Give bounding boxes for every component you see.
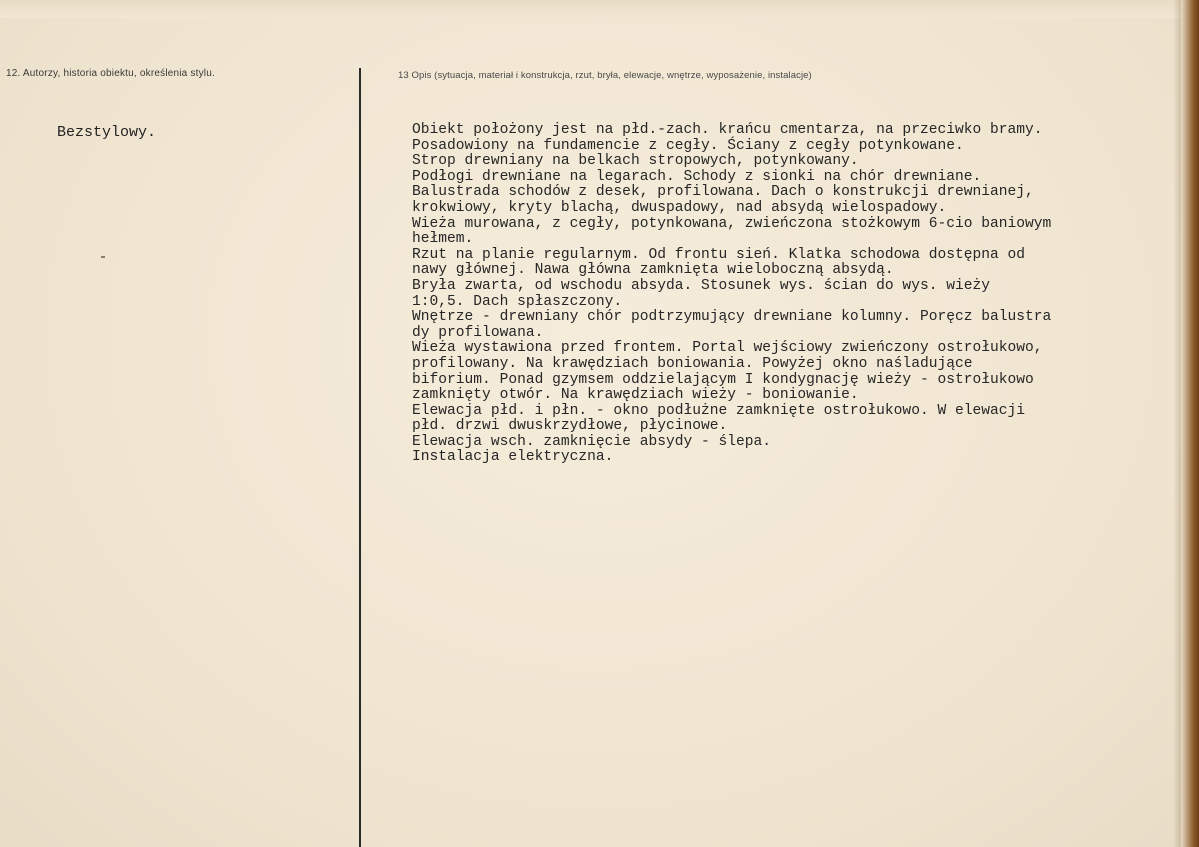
- column-divider: [359, 68, 361, 847]
- section-13-heading: 13 Opis (sytuacja, materiał i konstrukcja, rzut, bryła, elewacje, wnętrze, wyposażenie, instalacje): [398, 70, 812, 81]
- section-12-heading: 12. Autorzy, historia obiektu, określenia stylu.: [6, 68, 215, 79]
- description-line: Obiekt położony jest na płd.-zach. krańcu cmentarza, na przeciwko bramy.: [412, 122, 1043, 138]
- description-line: Posadowiony na fundamencie z cegły. Ściany z cegły potynkowane.: [412, 137, 964, 154]
- paper-speck: [101, 256, 105, 258]
- description-line: Wieża murowana, z cegły, potynkowana, zwieńczona stożkowym 6-cio baniowym: [412, 215, 1052, 232]
- description-line: dy profilowana.: [412, 324, 544, 341]
- description-line: Rzut na planie regularnym. Od frontu sień. Klatka schodowa dostępna od: [412, 246, 1026, 263]
- description-line: Wieża wystawiona przed frontem. Portal wejściowy zwieńczony ostrołukowo,: [412, 340, 1043, 357]
- description-line: profilowany. Na krawędziach boniowania. Powyżej okno naśladujące: [412, 355, 973, 372]
- description-line: płd. drzwi dwuskrzydłowe, płycinowe.: [412, 418, 728, 435]
- description-line: Elewacja płd. i płn. - okno podłużne zamknięte ostrołukowo. W elewacji: [412, 402, 1026, 419]
- description-line: krokwiowy, kryty blachą, dwuspadowy, nad absydą wielospadowy.: [412, 199, 947, 216]
- description-line: Instalacja elektryczna.: [412, 449, 614, 466]
- description-line: Balustrada schodów z desek, profilowana. Dach o konstrukcji drewnianej,: [412, 184, 1034, 201]
- style-designation: Bezstylowy.: [57, 124, 157, 141]
- description-line: Elewacja wsch. zamknięcie absydy - ślepa.: [412, 433, 772, 450]
- description-line: biforium. Ponad gzymsem oddzielającym I kondygnację wieży - ostrołukowo: [412, 371, 1034, 388]
- description-line: Bryła zwarta, od wschodu absyda. Stosunek wys. ścian do wys. wieży: [412, 277, 991, 294]
- description-line: zamknięty otwór. Na krawędziach wieży - boniowanie.: [412, 387, 859, 404]
- description-line: Strop drewniany na belkach stropowych, potynkowany.: [412, 153, 859, 170]
- page-top-edge: [0, 0, 1199, 18]
- description-line: nawy głównej. Nawa główna zamknięta wieloboczną absydą.: [412, 262, 894, 279]
- description-line: hełmem.: [412, 231, 474, 248]
- description-text: [412, 123, 1152, 466]
- page-right-shadow: [1173, 0, 1181, 847]
- page-right-edge: [1181, 0, 1199, 847]
- description-line: Wnętrze - drewniany chór podtrzymujący drewniane kolumny. Poręcz balustra: [412, 309, 1052, 326]
- description-line: Podłogi drewniane na legarach. Schody z sionki na chór drewniane.: [412, 168, 982, 185]
- description-line: 1:0,5. Dach spłaszczony.: [412, 293, 623, 310]
